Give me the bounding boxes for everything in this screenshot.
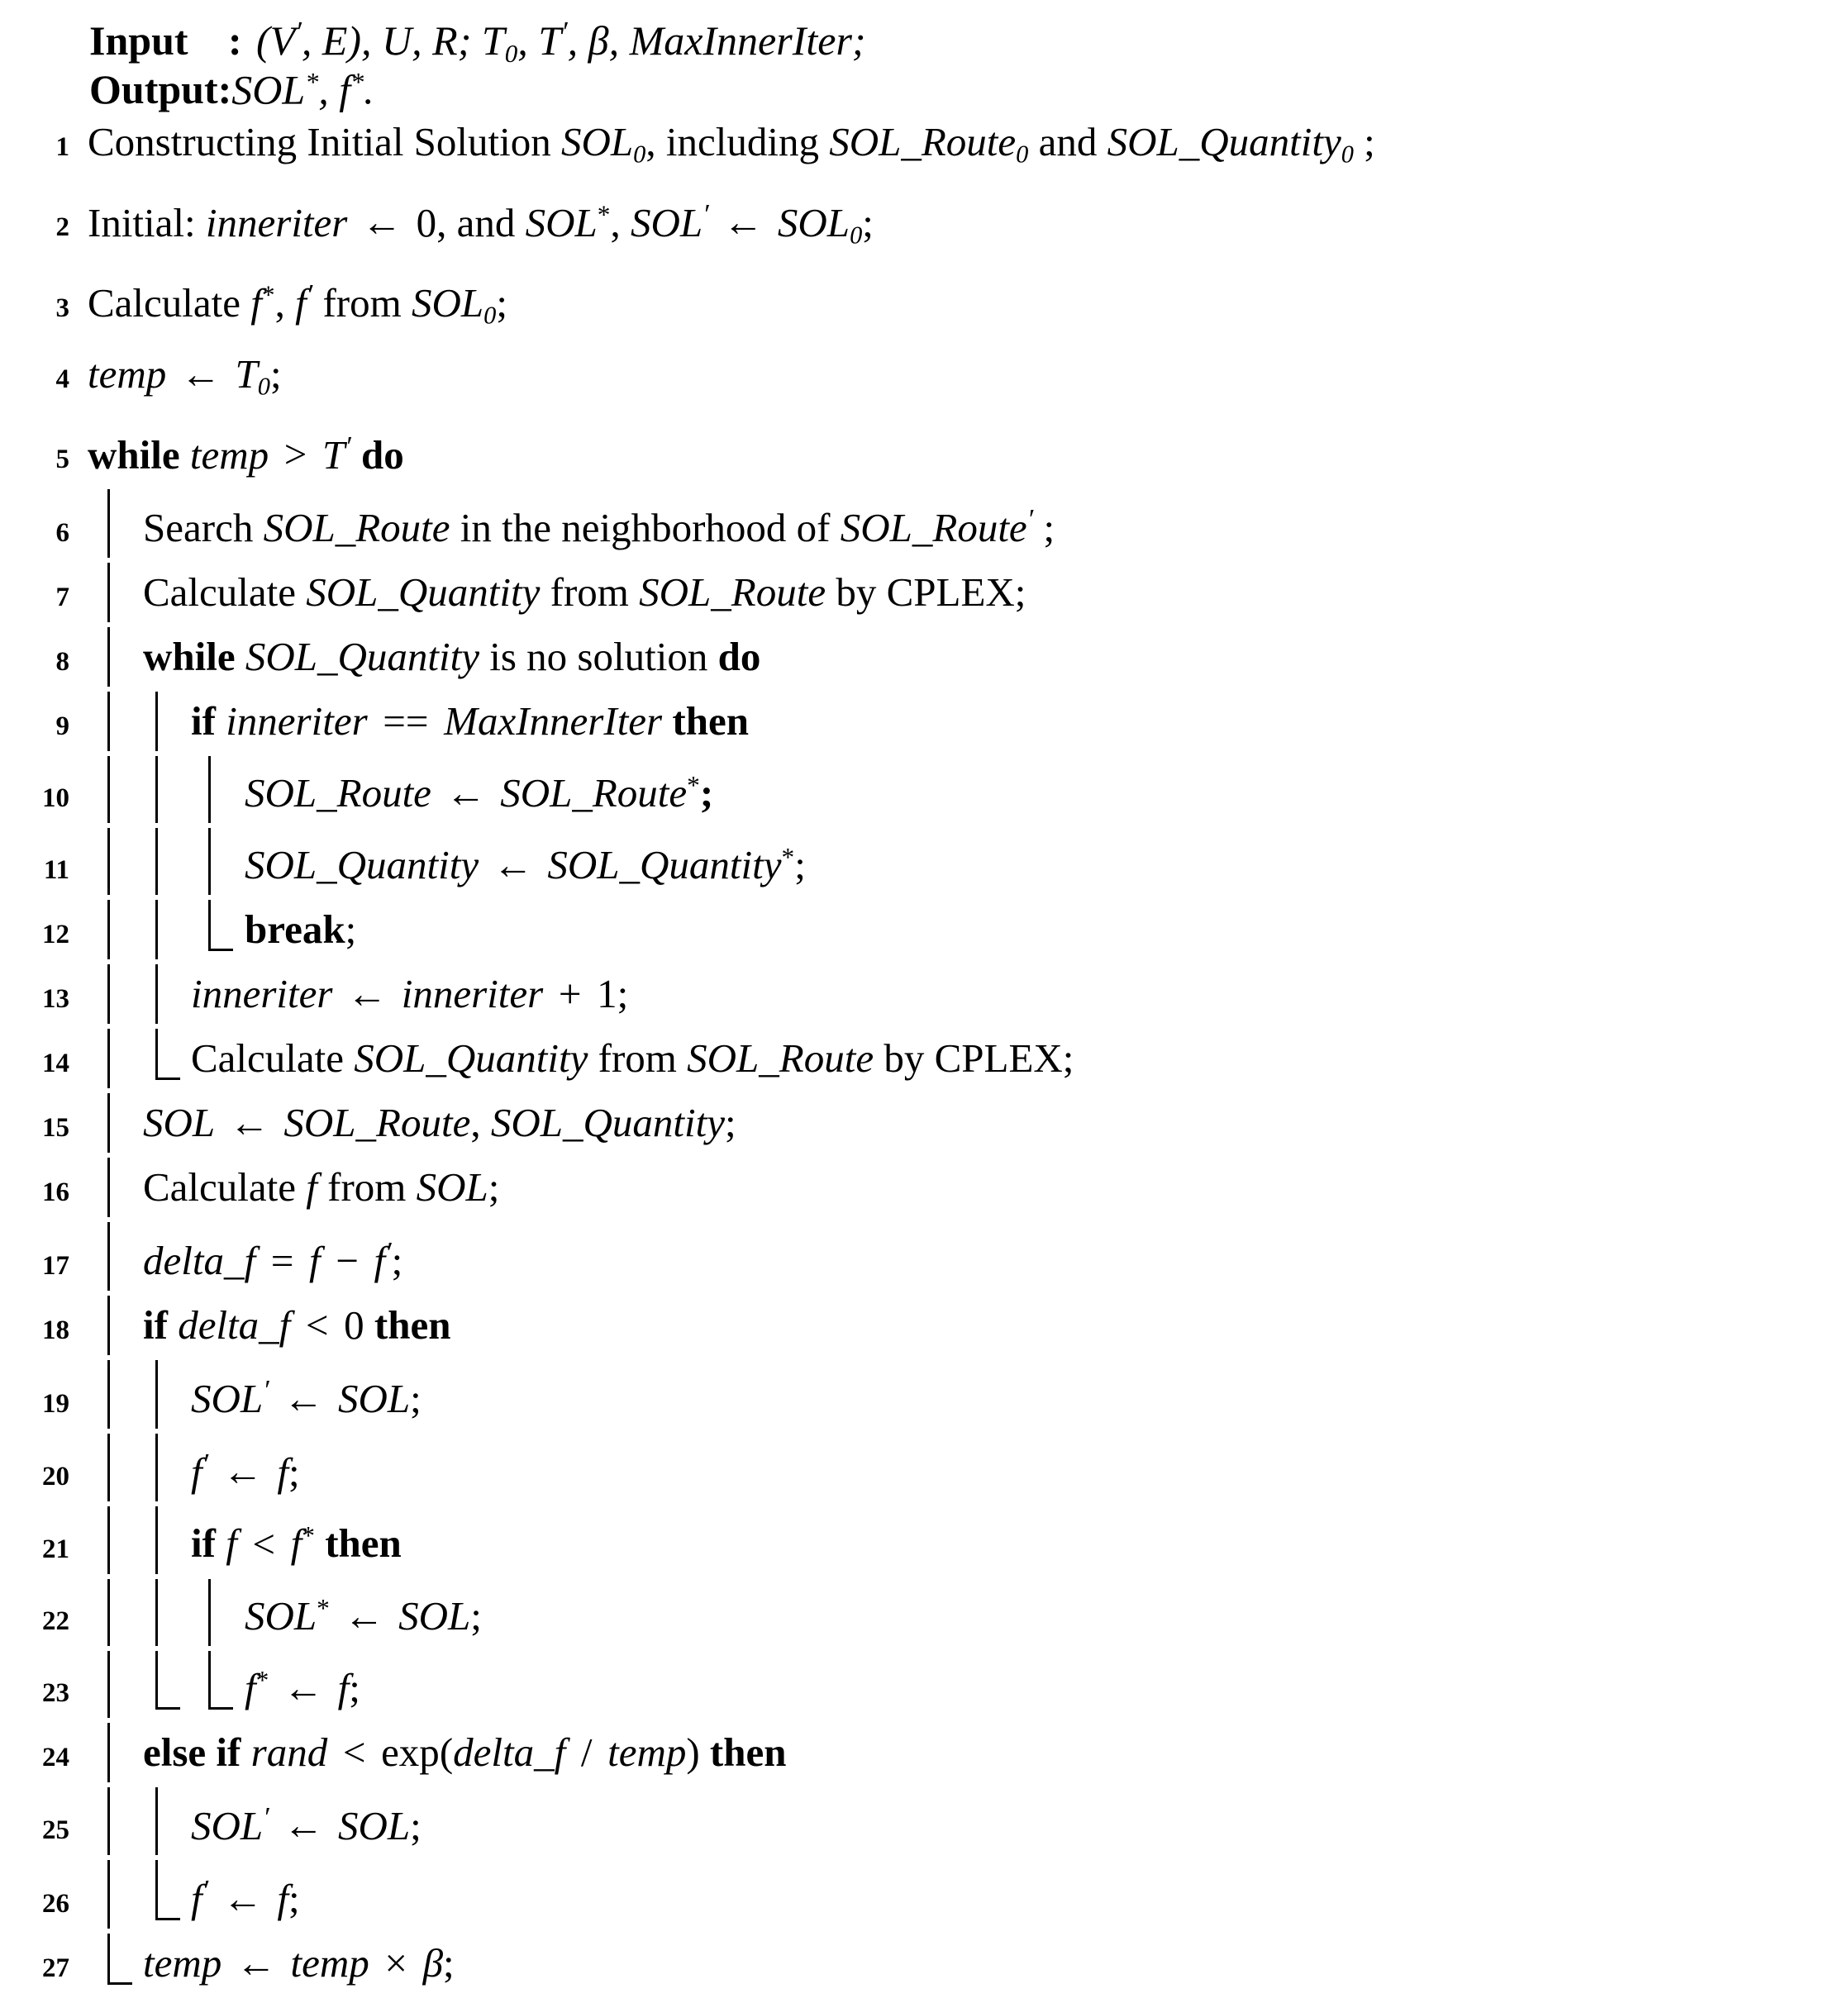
line-body <box>83 112 1848 184</box>
line-number: 25 <box>42 1815 69 1846</box>
algorithm-line <box>0 1093 1848 1158</box>
line-body <box>83 416 1848 485</box>
line-text: Calculate SOL_Quantity from SOL_Route by CPLEX; <box>143 569 1026 616</box>
line-number: 22 <box>42 1606 69 1636</box>
output-label: Output: <box>89 66 232 113</box>
output-row <box>89 57 1848 113</box>
line-body <box>83 184 1848 264</box>
line-body <box>83 828 1848 895</box>
line-number: 24 <box>42 1742 69 1772</box>
algorithm-line <box>0 1579 1848 1651</box>
algorithm-line <box>0 416 1848 490</box>
algorithm-line <box>0 1029 1848 1093</box>
line-number: 13 <box>42 984 69 1015</box>
line-text: f′ ← f; <box>191 1447 300 1495</box>
algorithm-line <box>0 1723 1848 1787</box>
line-number: 8 <box>55 647 69 678</box>
line-body <box>83 900 1848 959</box>
line-text: while SOL_Quantity is no solution do <box>143 634 761 680</box>
line-body <box>83 1860 1848 1929</box>
line-text: else if rand < exp(delta_f / temp) then <box>143 1729 787 1775</box>
line-number: 3 <box>55 293 69 323</box>
line-body <box>83 1222 1848 1291</box>
line-number: 18 <box>42 1315 69 1345</box>
algorithm-line <box>0 489 1848 563</box>
algorithm-line <box>0 1787 1848 1861</box>
line-text: Constructing Initial Solution $SOL_0$, including SOL_Route$_0$ and SOL_Quantity$_0$ ; <box>88 119 1375 169</box>
line-body <box>83 1029 1848 1088</box>
line-text: delta_f = f − f′; <box>143 1236 403 1283</box>
line-body <box>83 692 1848 751</box>
line-body <box>83 1787 1848 1856</box>
line-number: 23 <box>42 1677 69 1708</box>
algorithm-line <box>0 828 1848 900</box>
input-value: (V′, E), U, R; $T_0$, T′, β, MaxInnerIter; <box>256 16 866 68</box>
line-body <box>83 756 1848 823</box>
line-text: SOL′ ← SOL; <box>191 1801 422 1848</box>
algorithm-line <box>0 1222 1848 1296</box>
line-number: 20 <box>42 1462 69 1492</box>
line-text: Calculate f from SOL; <box>143 1164 500 1211</box>
line-number: 17 <box>42 1250 69 1281</box>
line-number: 10 <box>42 783 69 814</box>
line-text: if delta_f < 0 then <box>143 1301 451 1348</box>
algorithm-line <box>0 184 1848 264</box>
line-text: SOL_Quantity ← SOL_Quantity*; <box>245 842 806 888</box>
algorithm-line <box>0 692 1848 756</box>
line-body <box>83 489 1848 558</box>
line-number: 2 <box>55 212 69 243</box>
line-text: inneriter ← inneriter + 1; <box>191 971 629 1017</box>
line-text: temp ← $T_0$; <box>88 351 282 401</box>
line-text: while temp > T′ do <box>88 430 404 478</box>
line-text: if f < f* then <box>191 1520 402 1567</box>
algorithm-line <box>0 112 1848 184</box>
line-body <box>83 1360 1848 1429</box>
algorithm-line <box>0 627 1848 692</box>
algorithm-line <box>0 1651 1848 1723</box>
line-text: SOL ← SOL_Route, SOL_Quantity; <box>143 1100 736 1146</box>
line-number: 14 <box>42 1049 69 1079</box>
line-text: SOL_Route ← SOL_Route*; <box>245 770 714 816</box>
line-text: SOL* ← SOL; <box>245 1592 482 1639</box>
input-label: Input <box>89 17 188 64</box>
line-text: Calculate f*, f′ from $SOL_0$; <box>88 278 507 330</box>
line-body <box>83 1434 1848 1502</box>
line-number: 11 <box>43 855 69 886</box>
algorithm-line <box>0 900 1848 964</box>
algorithm-line <box>0 1506 1848 1578</box>
line-number: 5 <box>55 445 69 475</box>
line-body <box>83 1651 1848 1718</box>
line-body <box>83 1723 1848 1782</box>
algorithm-line <box>0 1158 1848 1222</box>
line-number: 9 <box>55 711 69 742</box>
algorithm-line <box>0 1934 1848 1998</box>
algorithm-line <box>0 756 1848 828</box>
line-body <box>83 345 1848 416</box>
line-number: 4 <box>55 364 69 395</box>
line-number: 26 <box>42 1889 69 1920</box>
line-body <box>83 964 1848 1024</box>
line-number: 15 <box>42 1113 69 1144</box>
algorithm-line <box>0 964 1848 1029</box>
line-number: 27 <box>42 1953 69 1984</box>
algorithm-line <box>0 563 1848 627</box>
line-body <box>83 1579 1848 1646</box>
line-body <box>83 627 1848 687</box>
algorithm-line <box>0 1360 1848 1434</box>
input-colon: : <box>228 17 242 64</box>
line-text: Calculate SOL_Quantity from SOL_Route by CPLEX; <box>191 1035 1074 1082</box>
input-row <box>89 7 1848 68</box>
line-text: if inneriter == MaxInnerIter then <box>191 698 749 744</box>
line-number: 7 <box>55 583 69 613</box>
algorithm-header <box>0 7 1848 113</box>
algorithm-line <box>0 1434 1848 1507</box>
line-number: 19 <box>42 1388 69 1419</box>
line-text: Initial: inneriter ← 0, and SOL*, SOL′ ← $SOL_0$; <box>88 197 874 249</box>
line-text: temp ← temp × β; <box>143 1940 455 1986</box>
line-number: 12 <box>42 920 69 950</box>
line-body <box>83 1934 1848 1993</box>
line-number: 6 <box>55 518 69 549</box>
line-body <box>83 1506 1848 1573</box>
line-body <box>83 1296 1848 1355</box>
algorithm-line <box>0 264 1848 345</box>
line-number: 1 <box>55 132 69 162</box>
line-number: 21 <box>42 1534 69 1564</box>
line-text: break; <box>245 906 357 953</box>
line-body <box>83 264 1848 345</box>
line-number: 16 <box>42 1177 69 1208</box>
algorithm-line <box>0 1860 1848 1934</box>
line-text: f′ ← f; <box>191 1874 300 1922</box>
output-value: SOL*, f*. <box>231 66 374 113</box>
line-text: f* ← f; <box>245 1664 360 1710</box>
algorithm-line <box>0 345 1848 416</box>
line-text: SOL′ ← SOL; <box>191 1373 422 1421</box>
line-body <box>83 563 1848 622</box>
line-text: Search SOL_Route in the neighborhood of SOL_Route′ ; <box>143 503 1055 551</box>
line-body <box>83 1093 1848 1153</box>
line-body <box>83 1158 1848 1217</box>
algorithm-line <box>0 1296 1848 1360</box>
